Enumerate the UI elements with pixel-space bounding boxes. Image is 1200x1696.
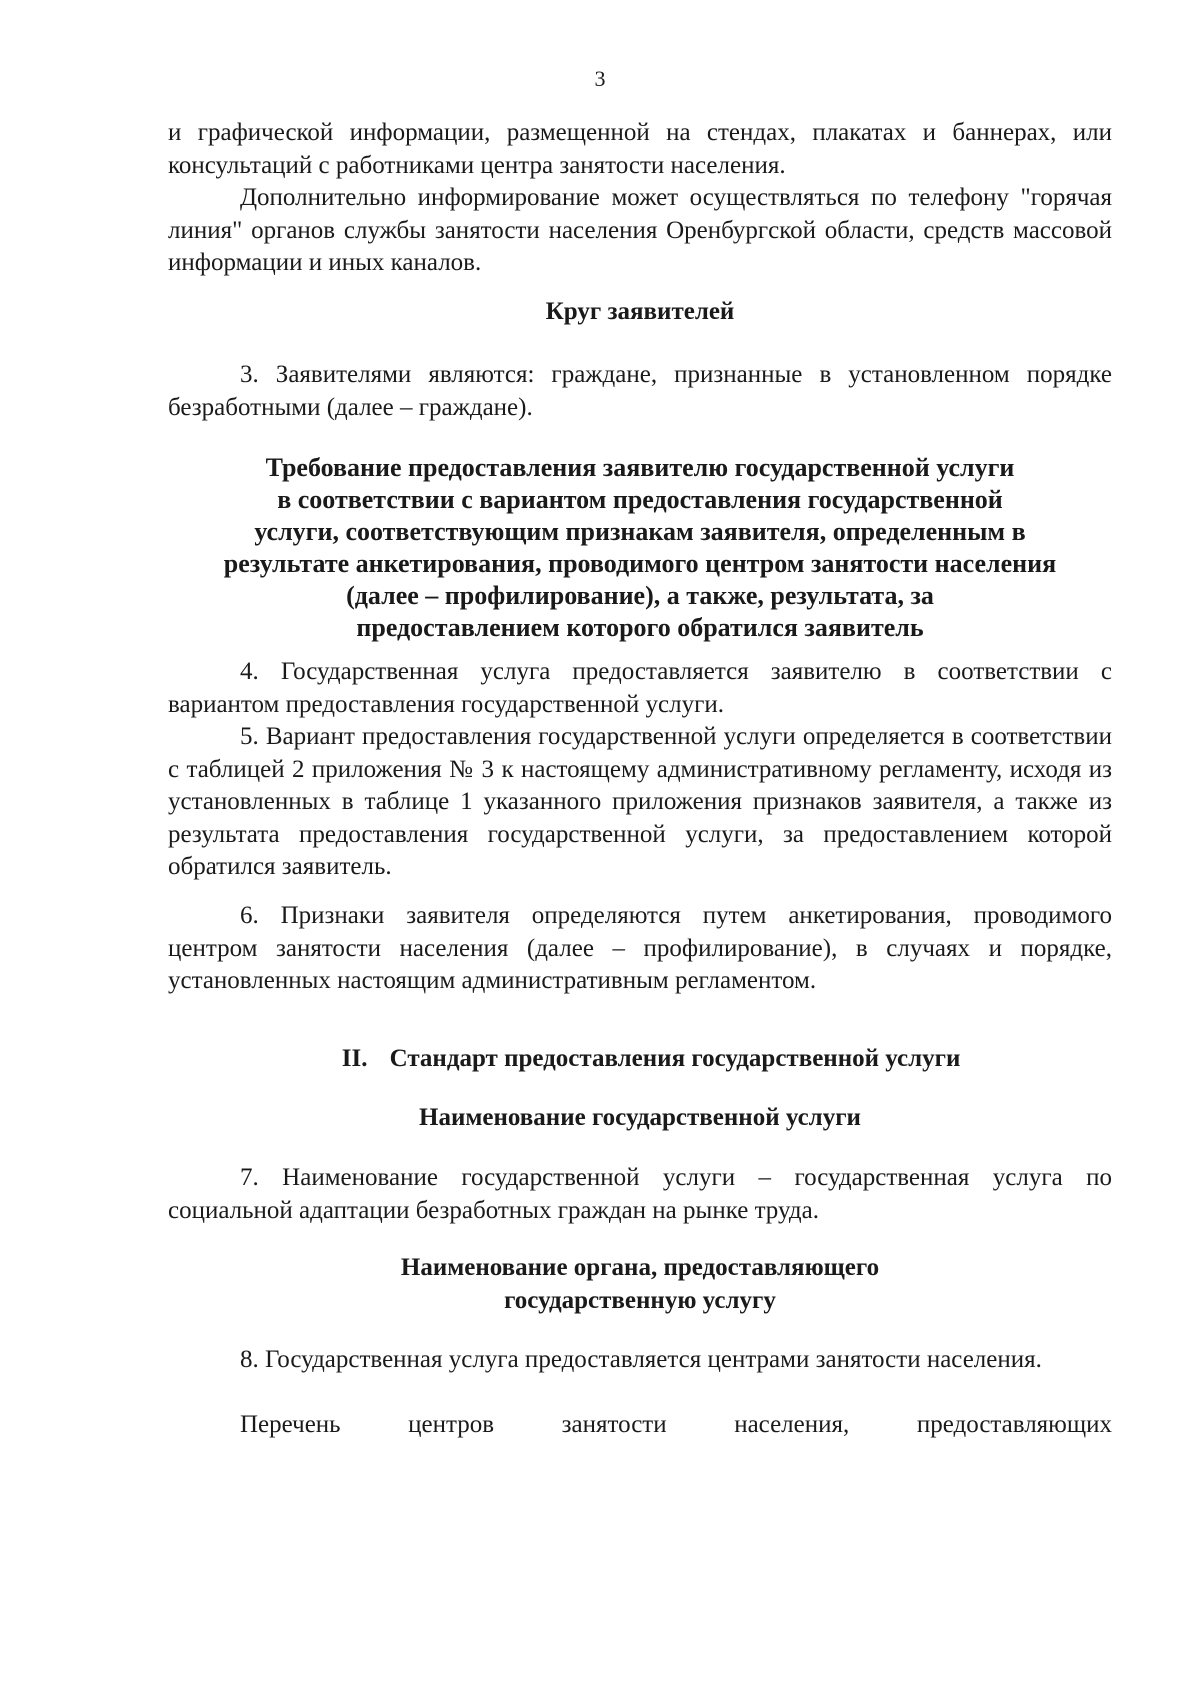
heading-requirement-line: Требование предоставления заявителю государственной услуги bbox=[265, 453, 1015, 482]
section-title: Стандарт предоставления государственной услуги bbox=[389, 1045, 961, 1072]
page-number: 3 bbox=[594, 66, 606, 91]
paragraph-8: 8. Государственная услуга предоставляется центрами занятости населения. bbox=[240, 1346, 1042, 1373]
paragraph-7: 7. Наименование государственной услуги – государственная услуга по социальной адаптации безработных граждан на рынке труда. bbox=[168, 1164, 1112, 1224]
heading-authority-line: государственную услугу bbox=[504, 1286, 776, 1314]
heading-requirement bbox=[168, 452, 1112, 644]
heading-requirement-line: (далее – профилирование), а также, результата, за bbox=[346, 581, 934, 610]
heading-authority-line: Наименование органа, предоставляющего bbox=[400, 1254, 880, 1281]
paragraph-3: 3. Заявителями являются: граждане, признанные в установленном порядке безработными (далее – граждане). bbox=[168, 361, 1112, 421]
section-number: II. bbox=[341, 1045, 368, 1072]
paragraph-list-of-centers: Перечень центров занятости населения, предоставляющих bbox=[240, 1411, 1112, 1438]
paragraph-additional-info: Дополнительно информирование может осуществляться по телефону "горячая линия" органов службы занятости населения Оренбургской области, средств массовой информации и иных каналов. bbox=[168, 184, 1112, 276]
heading-requirement-line: в соответствии с вариантом предоставления государственной bbox=[277, 485, 1003, 514]
paragraph-continuation: и графической информации, размещенной на стендах, плакатах и баннерах, или консультаций с работниками центра занятости населения. bbox=[168, 119, 1112, 179]
heading-service-name: Наименование государственной услуги bbox=[419, 1104, 861, 1131]
heading-requirement-line: результате анкетирования, проводимого центром занятости населения bbox=[223, 549, 1057, 578]
paragraph-4: 4. Государственная услуга предоставляется заявителю в соответствии с вариантом предоставления государственной услуги. bbox=[168, 658, 1112, 718]
heading-requirement-line: услуги, соответствующим признакам заявителя, определенным в bbox=[254, 517, 1026, 546]
paragraph-5: 5. Вариант предоставления государственной услуги определяется в соответствии с таблицей 2 приложения № 3 к настоящему административному регламенту, исходя из установленных в таблице 1 указанного приложения признаков заявителя, а также из результата предоставления государственной услуги, за предоставлением которой обратился заявитель. bbox=[168, 723, 1112, 880]
paragraph-6: 6. Признаки заявителя определяются путем анкетирования, проводимого центром занятости населения (далее – профилирование), в случаях и порядке, установленных настоящим административным регламентом. bbox=[168, 902, 1112, 994]
heading-authority bbox=[168, 1252, 1112, 1317]
section-heading bbox=[168, 1043, 1112, 1076]
heading-requirement-line: предоставлением которого обратился заявитель bbox=[356, 613, 924, 642]
heading-circle-of-applicants: Круг заявителей bbox=[545, 298, 735, 325]
